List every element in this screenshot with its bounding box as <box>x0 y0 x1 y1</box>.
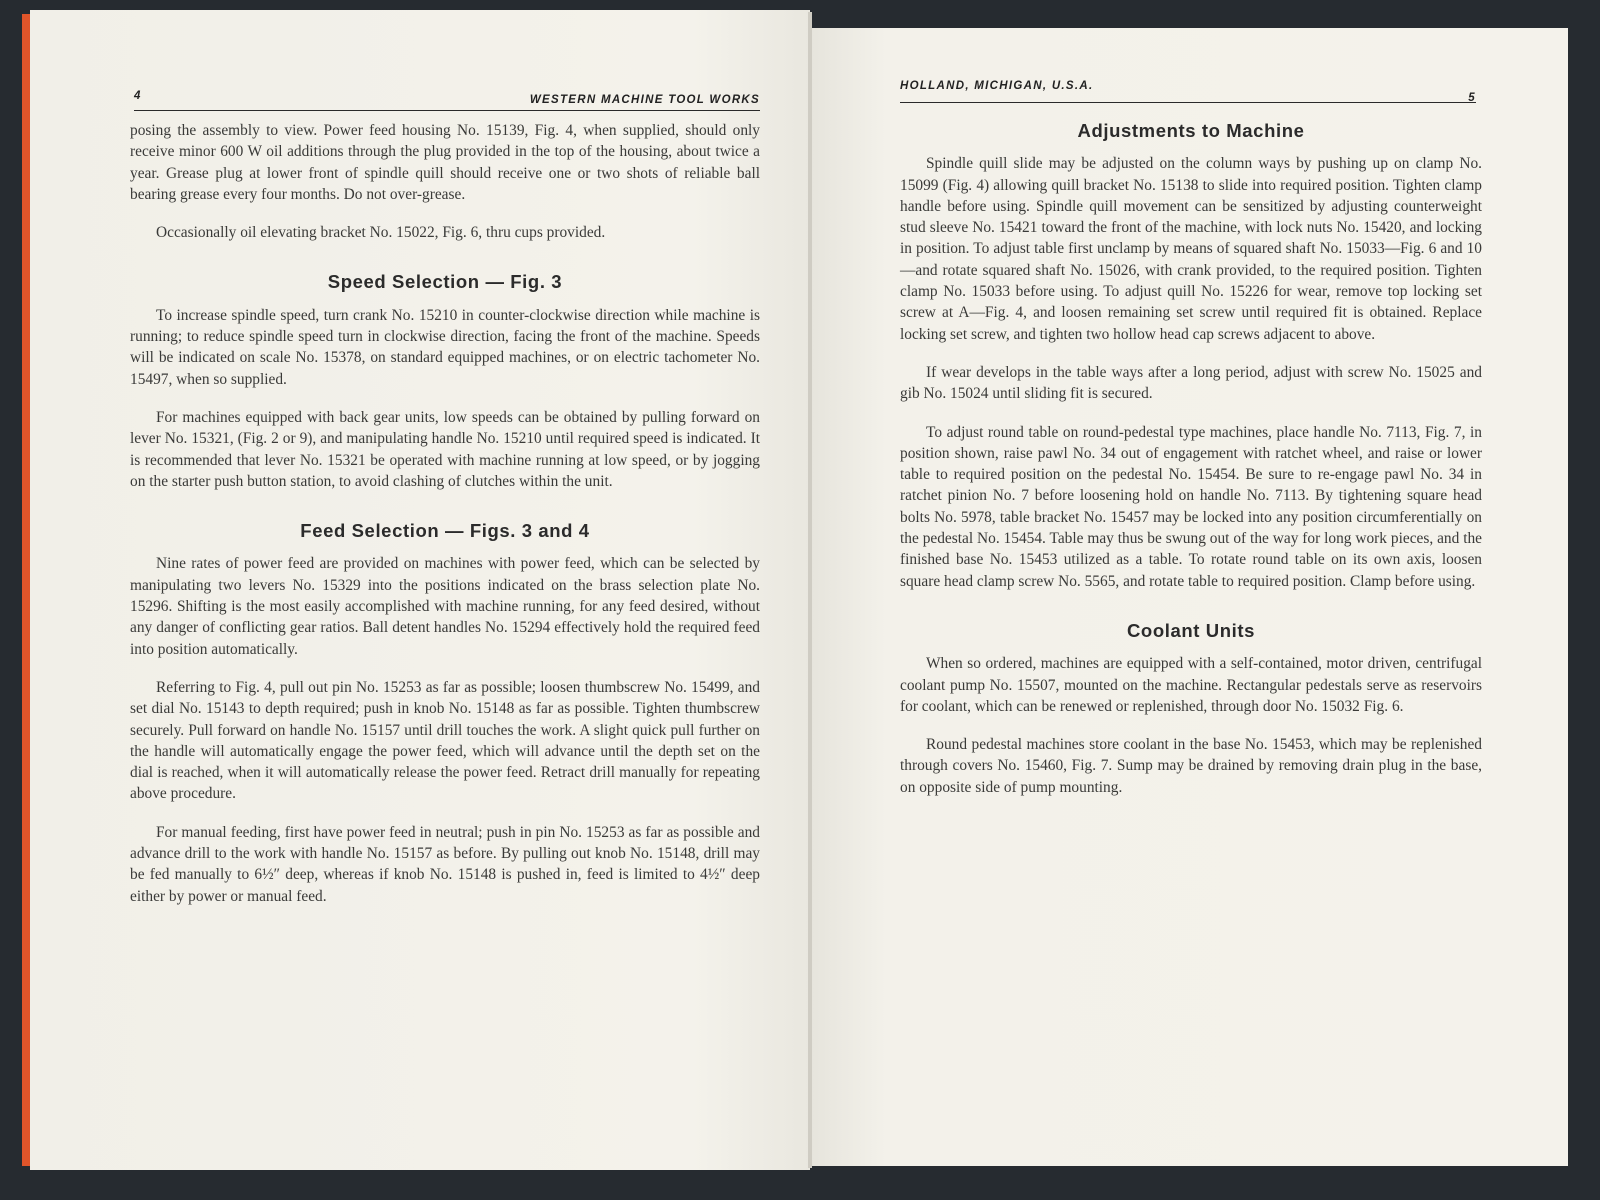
paragraph: For manual feeding, first have power feed in neutral; push in pin No. 15253 as far as possible and advance drill to the work with handle No. 15157 as before. By pulling out knob No. 15148, drill may be fed manually to 6½″ deep, whereas if knob No. 15148 is pushed in, feed is limited to 4½″ deep either by power or manual feed. <box>130 823 760 905</box>
page-number: 4 <box>134 90 142 102</box>
section-heading-feed-selection: Feed Selection — Figs. 3 and 4 <box>300 520 590 542</box>
paragraph: posing the assembly to view. Power feed housing No. 15139, Fig. 4, when supplied, should only receive minor 600 W oil additions through the plug provided in the top of the housing, about twice a year. Grease plug at lower front of spindle quill should receive one or two shots of reliable ball bearing grease every four months. Do not over-grease. <box>130 122 760 203</box>
paragraph: Occasionally oil elevating bracket No. 15022, Fig. 6, thru cups provided. <box>156 224 606 242</box>
left-page <box>30 10 810 1170</box>
paragraph: Spindle quill slide may be adjusted on the column ways by pushing up on clamp No. 15099 (Fig. 4) allowing quill bracket No. 15138 to slide into required position. Tighten clamp handle before using. Spindle quill movement can be sensitized by adjusting counterweight stud sleeve No. 15421 toward the front of the machine, with lock nuts No. 15420, and locking in position. To adjust table first unclamp by means of squared shaft No. 15033—Fig. 6 and 10—and rotate squared shaft No. 15026, with crank provided, to the required position. Tighten clamp No. 15033 before using. To adjust quill No. 15226 for wear, remove top locking set screw at A—Fig. 4, and loosen remaining set screw until required fit is obtained. Replace locking set screw, and tighten two hollow head cap screws adjacent to above. <box>900 155 1482 343</box>
book-gutter <box>808 12 812 1168</box>
section-heading-coolant-units: Coolant Units <box>1126 619 1256 641</box>
right-text-column <box>900 120 1482 815</box>
paragraph: When so ordered, machines are equipped with a self-contained, motor driven, centrifugal coolant pump No. 15507, mounted on the machine. Rectangular pedestals serve as reservoirs for coolant, which can be renewed or replenished, through door No. 15032 Fig. 6. <box>900 655 1482 715</box>
right-running-header <box>900 80 1476 103</box>
paragraph: Round pedestal machines store coolant in the base No. 15453, which may be replenished through covers No. 15460, Fig. 7. Sump may be drained by removing drain plug in the base, on opposite side of pump mounting. <box>900 736 1482 796</box>
left-text-column <box>130 120 760 924</box>
section-heading-speed-selection: Speed Selection — Fig. 3 <box>327 271 563 293</box>
paragraph: To increase spindle speed, turn crank No. 15210 in counter-clockwise direction while machine is running; to reduce spindle speed turn in clockwise direction, facing the front of the machine. Speeds will be indicated on scale No. 15378, on standard equipped machines, or on electric tachometer No. 15497, when so supplied. <box>130 306 760 388</box>
running-head-title: HOLLAND, MICHIGAN, U.S.A. <box>900 80 1094 92</box>
section-heading-adjustments: Adjustments to Machine <box>1077 120 1305 141</box>
running-head-title: WESTERN MACHINE TOOL WORKS <box>529 94 760 106</box>
paragraph: For machines equipped with back gear units, low speeds can be obtained by pulling forward on lever No. 15321, (Fig. 2 or 9), and manipulating handle No. 15210 until required speed is indicated. It is recommended that lever No. 15321 be operated with machine running at low speed, or by jogging on the starter push button station, to avoid clashing of clutches within the unit. <box>130 408 760 490</box>
right-page <box>810 28 1568 1166</box>
paragraph: If wear develops in the table ways after a long period, adjust with screw No. 15025 and gib No. 15024 until sliding fit is secured. <box>900 363 1482 403</box>
page-number: 5 <box>1468 92 1476 104</box>
left-running-header <box>134 90 760 111</box>
paragraph: Nine rates of power feed are provided on machines with power feed, which can be selected by manipulating two levers No. 15329 into the positions indicated on the brass selection plate No. 15296. Shifting is the most easily accomplished with machine running, for any feed desired, without any danger of conflicting gear ratios. Ball detent handles No. 15294 effectively hold the required feed into position automatically. <box>130 555 760 658</box>
paragraph: Referring to Fig. 4, pull out pin No. 15253 as far as possible; loosen thumbscrew No. 15499, and set dial No. 15143 to depth required; push in knob No. 15148 as far as possible. Tighten thumbscrew securely. Pull forward on handle No. 15157 until drill touches the work. A slight quick pull further on the handle will automatically engage the power feed, which will advance until the depth set on the dial is reached, when it will automatically release the power feed. Retract drill manually for repeating above procedure. <box>130 678 760 803</box>
paragraph: To adjust round table on round-pedestal type machines, place handle No. 7113, Fig. 7, in position shown, raise pawl No. 34 out of engagement with ratchet wheel, and raise or lower table to required position on the pedestal No. 15454. Be sure to re-engage pawl No. 34 in ratchet pinion No. 7 before loosening hold on handle No. 7113. By tightening square head bolts No. 5978, table bracket No. 15457 may be locked into any position circumferentially on the pedestal No. 15454. Table may thus be swung out of the way for long work pieces, and the finished base No. 15453 utilized as a table. To rotate round table on its own axis, loosen square head clamp screw No. 5565, and rotate table to required position. Clamp before using. <box>900 423 1482 590</box>
